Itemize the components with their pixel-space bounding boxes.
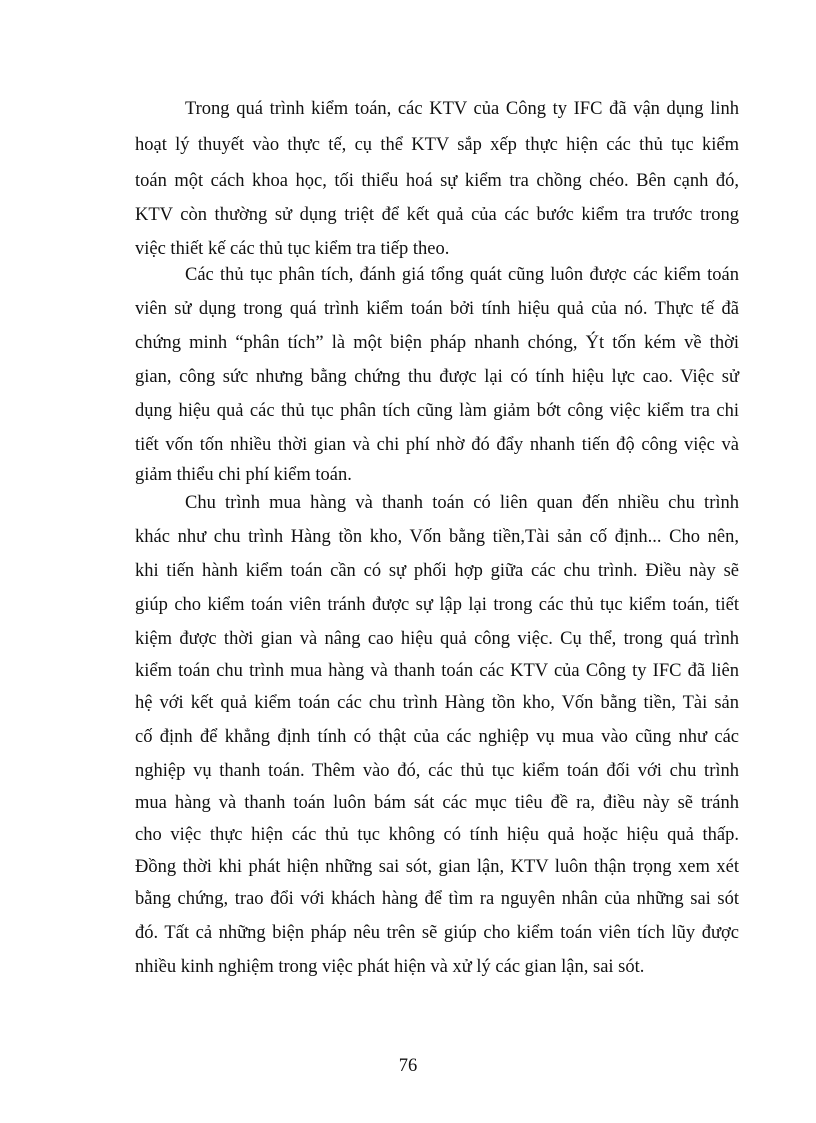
- paragraph-line: hệ với kết quả kiểm toán các chu trình Hàng tồn kho, Vốn bằng tiền, Tài sản: [135, 693, 739, 713]
- paragraph-line: Đồng thời khi phát hiện những sai sót, gian lận, KTV luôn thận trọng xem xét: [135, 857, 739, 877]
- paragraph-line: khác như chu trình Hàng tồn kho, Vốn bằng tiền,Tài sản cố định... Cho nên,: [135, 527, 739, 547]
- paragraph-line: cố định để khẳng định tính có thật của các nghiệp vụ mua vào cũng như các: [135, 727, 739, 747]
- paragraph-line: mua hàng và thanh toán luôn bám sát các mục tiêu đề ra, điều này sẽ tránh: [135, 793, 739, 813]
- paragraph-line: toán một cách khoa học, tối thiểu hoá sự kiểm tra chồng chéo. Bên cạnh đó,: [135, 171, 739, 191]
- paragraph-line: viên sử dụng trong quá trình kiểm toán bởi tính hiệu quả của nó. Thực tế đã: [135, 299, 739, 319]
- paragraph-line: dụng hiệu quả các thủ tục phân tích cũng làm giảm bớt công việc kiểm tra chi: [135, 401, 739, 421]
- paragraph-line: KTV còn thường sử dụng triệt để kết quả của các bước kiểm tra trước trong: [135, 205, 739, 225]
- paragraph-line: kiệm được thời gian và nâng cao hiệu quả công việc. Cụ thể, trong quá trình: [135, 629, 739, 649]
- paragraph-line: khi tiến hành kiểm toán cần có sự phối hợp giữa các chu trình. Điều này sẽ: [135, 561, 739, 581]
- paragraph-line: việc thiết kế các thủ tục kiểm tra tiếp theo.: [135, 239, 450, 259]
- paragraph-line: cho việc thực hiện các thủ tục không có tính hiệu quả hoặc hiệu quả thấp.: [135, 825, 739, 845]
- paragraph-line: đó. Tất cả những biện pháp nêu trên sẽ giúp cho kiểm toán viên tích lũy được: [135, 923, 739, 943]
- paragraph-line: Các thủ tục phân tích, đánh giá tổng quát cũng luôn được các kiểm toán: [185, 265, 739, 285]
- paragraph-line: bằng chứng, trao đổi với khách hàng để tìm ra nguyên nhân của những sai sót: [135, 889, 739, 909]
- page-number: 76: [398, 1056, 418, 1076]
- paragraph-line: tiết vốn tốn nhiều thời gian và chi phí nhờ đó đẩy nhanh tiến độ công việc và: [135, 435, 739, 455]
- paragraph-line: hoạt lý thuyết vào thực tế, cụ thể KTV sắp xếp thực hiện các thủ tục kiểm: [135, 135, 739, 155]
- paragraph-line: gian, công sức nhưng bằng chứng thu được lại có tính hiệu lực cao. Việc sử: [135, 367, 739, 387]
- paragraph-line: chứng minh “phân tích” là một biện pháp nhanh chóng, Ýt tốn kém về thời: [135, 333, 739, 353]
- paragraph-line: kiểm toán chu trình mua hàng và thanh toán các KTV của Công ty IFC đã liên: [135, 661, 739, 681]
- paragraph-line: giảm thiểu chi phí kiểm toán.: [135, 465, 352, 485]
- paragraph-line: Trong quá trình kiểm toán, các KTV của Công ty IFC đã vận dụng linh: [185, 99, 739, 119]
- paragraph-line: giúp cho kiểm toán viên tránh được sự lập lại trong các thủ tục kiểm toán, tiết: [135, 595, 739, 615]
- paragraph-line: Chu trình mua hàng và thanh toán có liên quan đến nhiều chu trình: [185, 493, 739, 513]
- paragraph-line: nhiều kinh nghiệm trong việc phát hiện và xử lý các gian lận, sai sót.: [135, 957, 645, 977]
- paragraph-line: nghiệp vụ thanh toán. Thêm vào đó, các thủ tục kiểm toán đối với chu trình: [135, 761, 739, 781]
